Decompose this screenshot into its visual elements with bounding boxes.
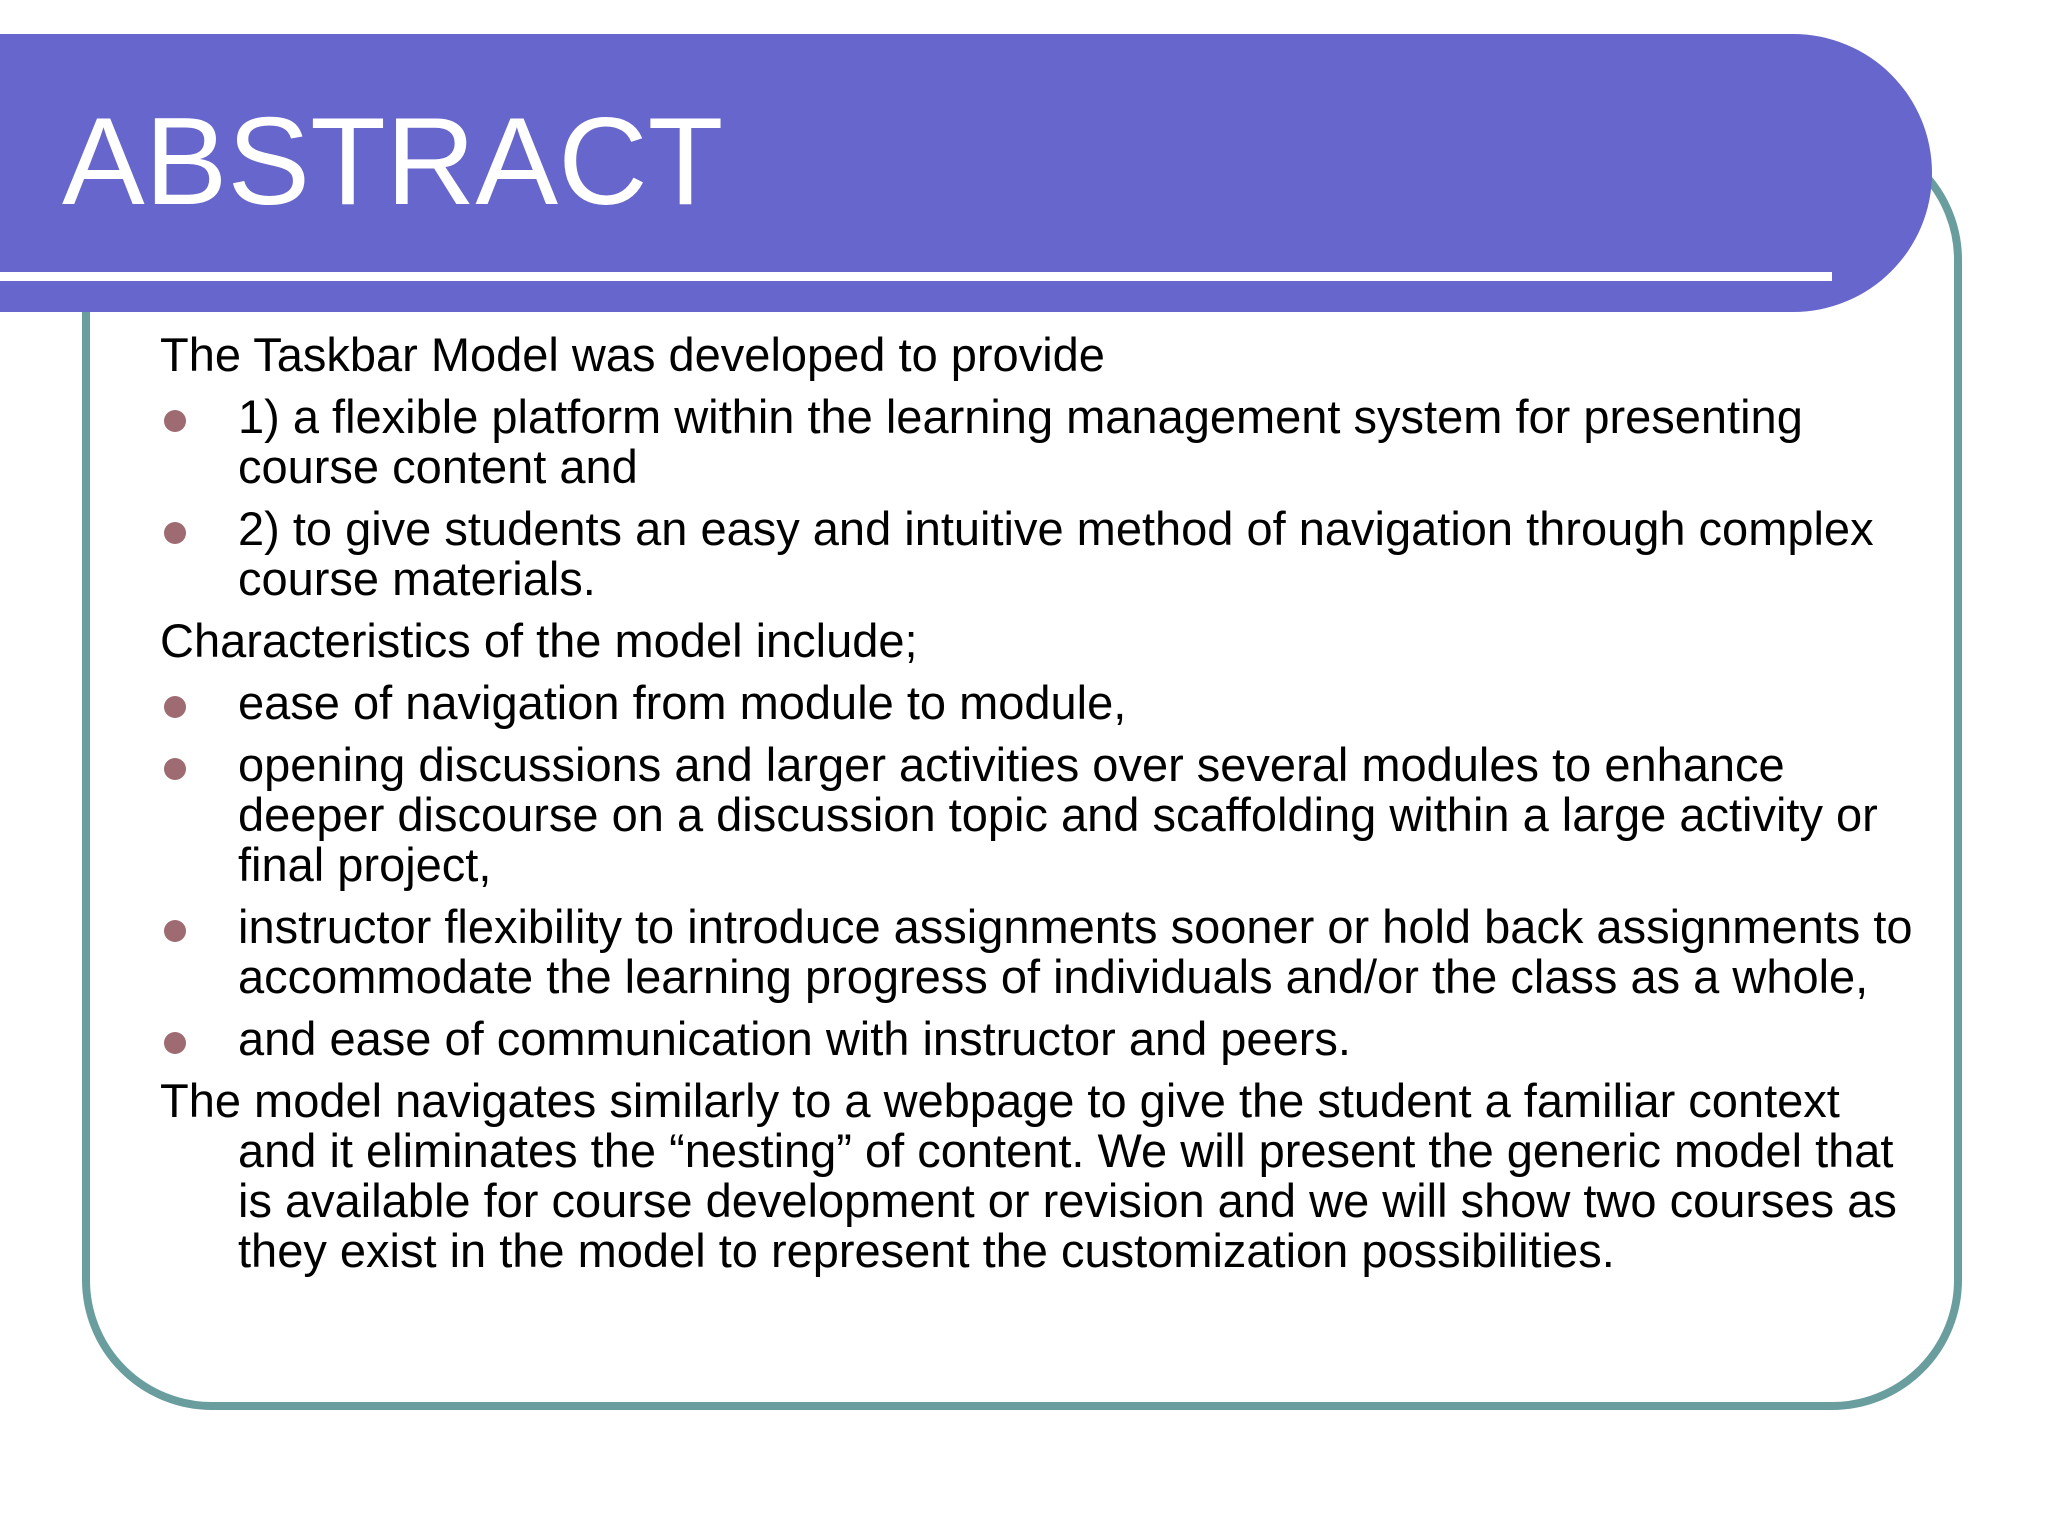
list-item-text: 1) a flexible platform within the learning management system for presenting course content and	[238, 390, 1803, 493]
title-bar	[0, 34, 1932, 312]
intro-text: The Taskbar Model was developed to provide	[160, 328, 1105, 381]
list-item	[160, 392, 1920, 492]
list-item	[160, 678, 1920, 728]
list-item	[160, 504, 1920, 604]
bullet-icon	[164, 696, 186, 718]
bullet-icon	[164, 758, 186, 780]
characteristics-heading: Characteristics of the model include;	[160, 614, 918, 667]
title-underline	[0, 272, 1832, 281]
slide-body	[160, 330, 1920, 1288]
list-item-text: instructor flexibility to introduce assignments sooner or hold back assignments to accommodate the learning progress of individuals and/or the class as a whole,	[238, 900, 1913, 1003]
bullet-icon	[164, 1032, 186, 1054]
list-item-text: ease of navigation from module to module,	[238, 676, 1127, 729]
bullet-icon	[164, 410, 186, 432]
list-item-text: and ease of communication with instructor and peers.	[238, 1012, 1351, 1065]
bullet-icon	[164, 522, 186, 544]
list-item-text: opening discussions and larger activities over several modules to enhance deeper discourse on a discussion topic and scaffolding within a large activity or final project,	[238, 738, 1878, 891]
closing-paragraph: The model navigates similarly to a webpage to give the student a familiar context and it eliminates the “nesting” of content. We will present the generic model that is available for course development or revision and we will show two courses as they exist in the model to represent the customization possibilities.	[160, 1074, 1897, 1277]
list-item	[160, 740, 1920, 890]
list-item	[160, 1014, 1920, 1064]
list-item-text: 2) to give students an easy and intuitive method of navigation through complex course materials.	[238, 502, 1874, 605]
list-item	[160, 902, 1920, 1002]
slide-title: ABSTRACT	[62, 93, 724, 231]
bullet-icon	[164, 920, 186, 942]
